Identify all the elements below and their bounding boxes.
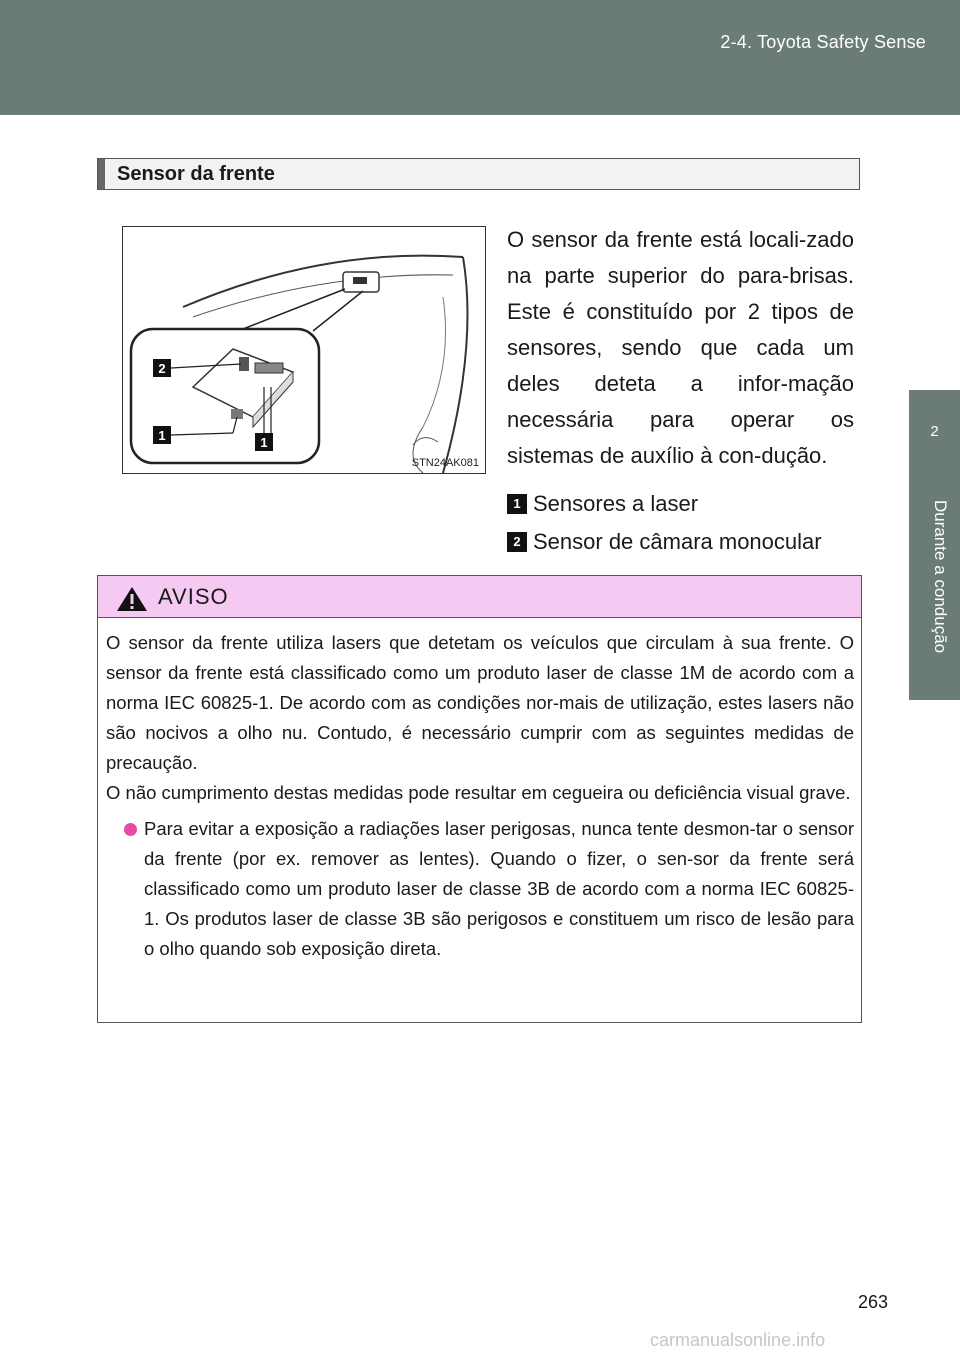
watermark: carmanualsonline.info bbox=[650, 1330, 826, 1350]
warning-title: AVISO bbox=[158, 584, 229, 609]
warning-header bbox=[98, 576, 861, 618]
description-paragraph: O sensor da frente está locali-zado na parte superior do para-brisas. Este é constituído por 2 tipos de sensores, sendo que cada um deles deteta a infor-mação necessária para operar os sistemas de auxílio à con-dução. bbox=[507, 227, 854, 468]
callout-2: 2 bbox=[158, 361, 166, 376]
callout-1a: 1 bbox=[158, 428, 166, 443]
chapter-title: 2-4. Toyota Safety Sense bbox=[720, 32, 926, 52]
header-band bbox=[0, 0, 960, 115]
section-title: Sensor da frente bbox=[117, 163, 275, 185]
legend-number-1: 1 bbox=[507, 494, 527, 514]
side-tab-number: 2 bbox=[930, 423, 939, 440]
section-header bbox=[97, 158, 860, 190]
legend-number-2: 2 bbox=[507, 532, 527, 552]
figure-code: STN24AK081 bbox=[411, 457, 479, 469]
legend-item-1 bbox=[507, 491, 698, 517]
warning-bullet-text: Para evitar a exposição a radiações laser perigosas, nunca tente desmon-tar o sensor da frente (por ex. remover as lentes). Quando o fizer, o sen-sor da frente será classificado como um produto laser de classe 3B de acordo com a norma IEC 60825-1. Os produtos laser de classe 3B são perigosos e constituem um risco de lesão para o olho quando sob exposição direta. bbox=[144, 818, 854, 959]
section-header-bar bbox=[98, 159, 105, 189]
windshield-sensor-illustration bbox=[123, 227, 485, 473]
callout-1b: 1 bbox=[260, 435, 268, 450]
warning-paragraph-2: O não cumprimento destas medidas pode resultar em cegueira ou deficiência visual grave. bbox=[106, 782, 851, 803]
legend-item-2 bbox=[507, 529, 822, 555]
bullet-dot-icon bbox=[124, 823, 137, 836]
legend-label-1: Sensores a laser bbox=[533, 491, 699, 516]
warning-bullet bbox=[106, 814, 854, 964]
side-tab-label: Durante a condução bbox=[931, 500, 950, 654]
warning-box bbox=[97, 575, 862, 1023]
legend-label-2: Sensor de câmara monocular bbox=[533, 529, 822, 554]
page-number: 263 bbox=[858, 1292, 889, 1312]
warning-paragraph-1: O sensor da frente utiliza lasers que detetam os veículos que circulam à sua frente. O sensor da frente está classificado como um produto laser de classe 1M de acordo com a norma IEC 60825-1. De acordo com as condições nor-mais de utilização, estes lasers não são nocivos a olho nu. Contudo, é necessário cumprir com as seguintes medidas de precaução. bbox=[106, 632, 854, 773]
warning-body bbox=[106, 628, 854, 964]
warning-triangle-icon bbox=[116, 586, 148, 612]
sensor-figure bbox=[122, 226, 486, 474]
